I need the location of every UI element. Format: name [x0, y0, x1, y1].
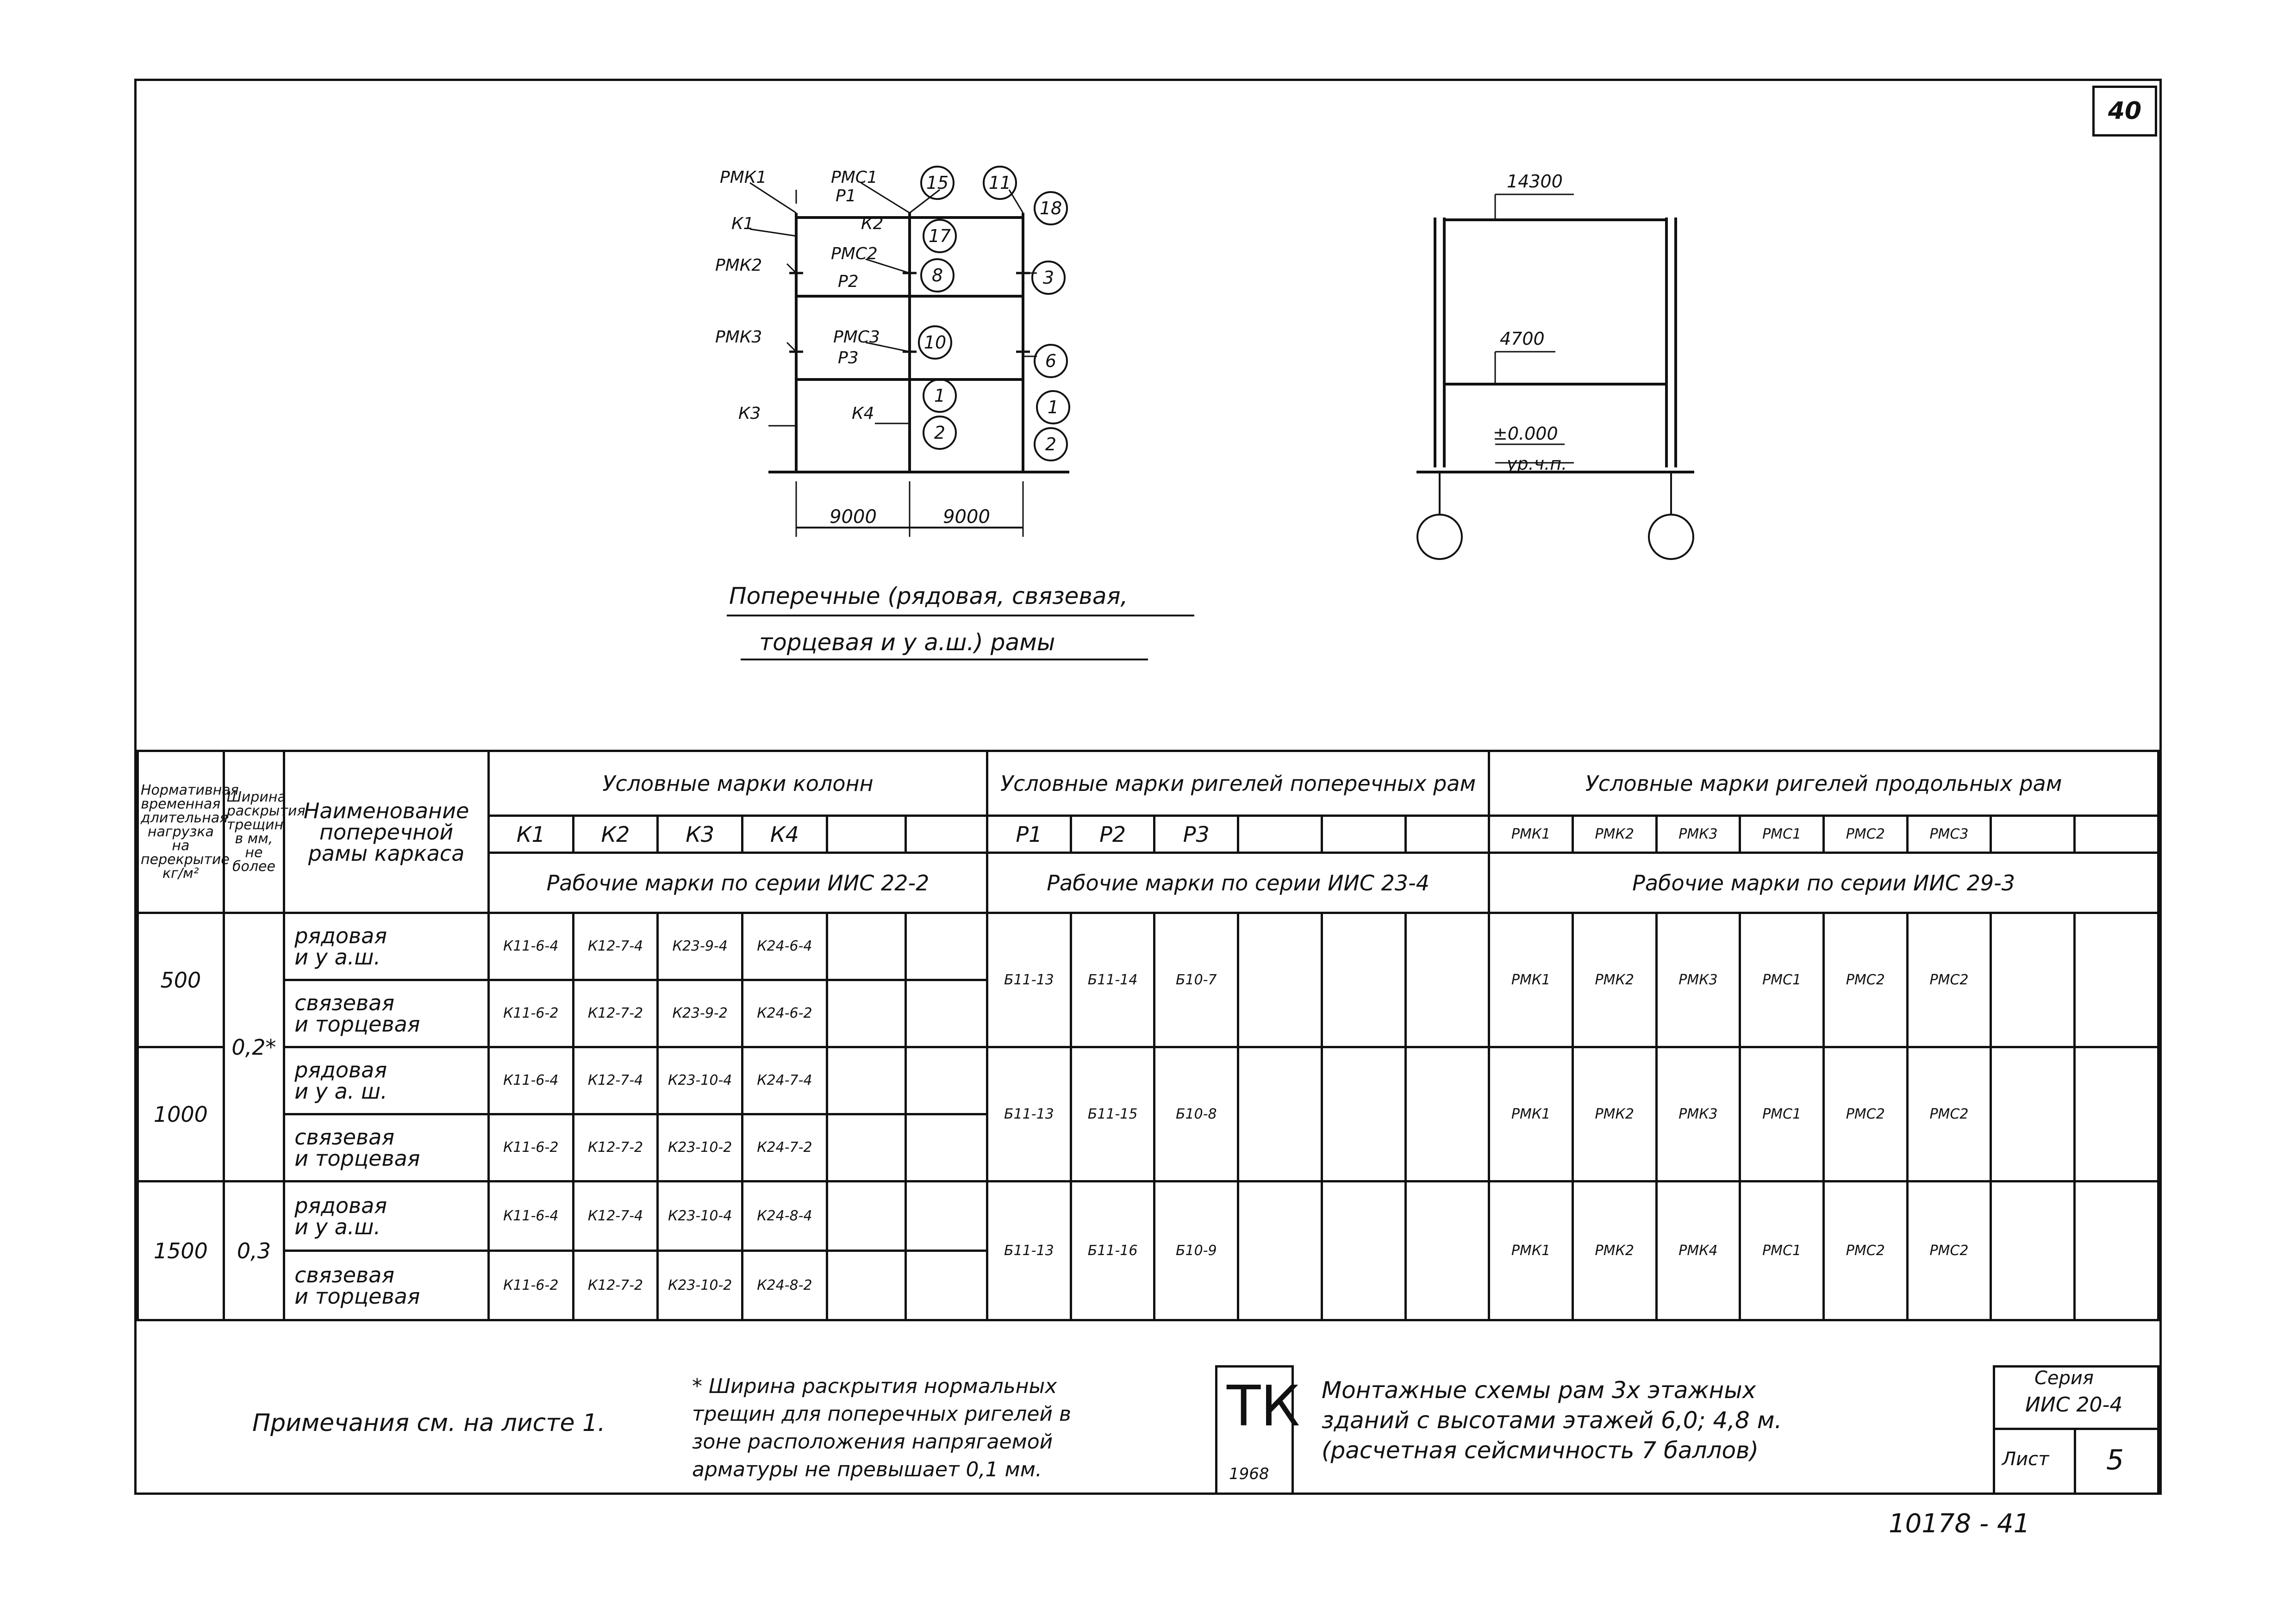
table-cell: РМС1	[1740, 1047, 1824, 1181]
table-cell: РМК4	[1656, 1181, 1740, 1320]
col-work-series: Рабочие марки по серии ИИС 22-2	[488, 853, 987, 913]
label-rms3: РМС3	[833, 328, 880, 347]
long-code-rmk1: РМК1	[1489, 816, 1573, 853]
label-rmk2: РМК2	[715, 256, 762, 275]
footnote-line-2: трещин для поперечных ригелей в	[692, 1402, 1071, 1426]
table-cell: РМК3	[1656, 913, 1740, 1047]
table-cell: РМК2	[1572, 1047, 1656, 1181]
table-cell: К24-8-2	[742, 1251, 827, 1320]
table-cell: Б11-13	[987, 1047, 1071, 1181]
table-cell: РМК1	[1489, 1181, 1573, 1320]
table-cell: К24-7-4	[742, 1047, 827, 1114]
table-cell: РМК3	[1656, 1047, 1740, 1181]
crack-value: 0,3	[224, 1181, 284, 1320]
table-cell: К12-7-2	[573, 1251, 658, 1320]
caption-line-2: торцевая и у а.ш.) рамы	[759, 629, 1055, 656]
circle-6: 6	[1045, 351, 1057, 371]
table-cell: Б11-16	[1071, 1181, 1154, 1320]
table-row	[138, 913, 2159, 980]
table-cell: Б11-15	[1071, 1047, 1154, 1181]
frame-name: рядовая и у а.ш.	[284, 1181, 489, 1251]
frame-name: связевая и торцевая	[284, 980, 489, 1047]
series-label: Серия	[2034, 1368, 2094, 1389]
archive-number: 10178 - 41	[1889, 1509, 2030, 1539]
circle-3: 3	[1042, 267, 1054, 288]
table-cell: К24-8-4	[742, 1181, 827, 1251]
dim-span-2: 9000	[943, 506, 990, 528]
table-cell: Б10-7	[1154, 913, 1238, 1047]
footnote-line-4: арматуры не превышает 0,1 мм.	[692, 1458, 1042, 1481]
table-cell: РМС2	[1907, 1047, 1991, 1181]
frame-diagrams	[0, 0, 2296, 750]
table-cell: К24-7-2	[742, 1114, 827, 1181]
load-value: 1000	[138, 1047, 224, 1181]
header-crack-width: Ширина раскрытия трещин в мм, не более	[224, 751, 284, 913]
circle-15: 15	[926, 173, 949, 193]
table-cell: К12-7-4	[573, 1047, 658, 1114]
circle-labels	[924, 173, 1062, 454]
col-code-k3: К3	[658, 816, 742, 853]
label-k1: К1	[731, 214, 754, 233]
table-cell: РМС1	[1740, 1181, 1824, 1320]
elevation-labels	[1493, 171, 1567, 474]
header-long-marks: Условные марки ригелей продольных рам	[1489, 751, 2159, 816]
label-rmk1: РМК1	[720, 168, 767, 187]
circle-1a: 1	[934, 386, 946, 406]
label-rms1: РМС1	[831, 168, 878, 187]
table-cell: К23-10-4	[658, 1181, 742, 1251]
long-code-rms3: РМС3	[1907, 816, 1991, 853]
table-cell: К23-10-2	[658, 1114, 742, 1181]
series-value: ИИС 20-4	[2025, 1393, 2123, 1417]
circle-1b: 1	[1047, 397, 1059, 417]
header-frame-name: Наименование поперечной рамы каркаса	[284, 751, 489, 913]
circle-2a: 2	[934, 423, 946, 443]
table-cell: РМС2	[1823, 913, 1907, 1047]
label-k2: К2	[861, 214, 884, 233]
table-cell: К12-7-2	[573, 980, 658, 1047]
label-p2: Р2	[838, 272, 859, 291]
elev-top-label: 14300	[1507, 171, 1563, 192]
notes-reference: Примечания см. на листе 1.	[252, 1409, 605, 1437]
header-column-marks: Условные марки колонн	[488, 751, 987, 816]
table-cell: РМК1	[1489, 1047, 1573, 1181]
label-rms2: РМС2	[831, 244, 878, 263]
table-cell: РМС2	[1823, 1181, 1907, 1320]
beam-work-series: Рабочие марки по серии ИИС 23-4	[987, 853, 1489, 913]
frame-name: связевая и торцевая	[284, 1114, 489, 1181]
year: 1968	[1229, 1465, 1269, 1483]
table-cell: К12-7-2	[573, 1114, 658, 1181]
caption-line-1: Поперечные (рядовая, связевая,	[729, 583, 1128, 609]
table-cell: РМК2	[1572, 1181, 1656, 1320]
circle-10: 10	[923, 332, 947, 353]
label-p1: Р1	[836, 187, 856, 205]
table-cell: К23-9-4	[658, 913, 742, 980]
table-cell: Б11-13	[987, 1181, 1071, 1320]
table-cell: РМС1	[1740, 913, 1824, 1047]
table-cell: К11-6-4	[488, 913, 573, 980]
table-cell: Б10-8	[1154, 1047, 1238, 1181]
label-k3: К3	[738, 404, 761, 423]
label-rmk3: РМК3	[715, 328, 762, 347]
table-cell: К23-9-2	[658, 980, 742, 1047]
col-code-k4: К4	[742, 816, 827, 853]
beam-code-p2: Р2	[1071, 816, 1154, 853]
long-code-rmk2: РМК2	[1572, 816, 1656, 853]
elev-mid-label: 4700	[1500, 329, 1545, 349]
table-cell: РМС2	[1907, 913, 1991, 1047]
table-cell: К11-6-2	[488, 1114, 573, 1181]
title-line-3: (расчетная сейсмичность 7 баллов)	[1322, 1437, 1759, 1464]
label-k4: К4	[852, 404, 874, 423]
long-code-rms2: РМС2	[1823, 816, 1907, 853]
table-cell: К12-7-4	[573, 913, 658, 980]
table-row	[138, 1047, 2159, 1114]
dim-span-1: 9000	[830, 506, 877, 528]
load-value: 1500	[138, 1181, 224, 1320]
load-value: 500	[138, 913, 224, 1047]
frame-name: рядовая и у а.ш.	[284, 913, 489, 980]
circle-11: 11	[988, 173, 1011, 193]
circle-17: 17	[928, 226, 951, 246]
elev-zero-label: ±0.000	[1493, 423, 1558, 444]
sheet-value: 5	[2106, 1444, 2124, 1476]
footnote-line-1: * Ширина раскрытия нормальных	[692, 1374, 1057, 1398]
header-load: Нормативная временная длительная нагрузка на перекрытие кг/м²	[138, 751, 224, 913]
circle-18: 18	[1039, 198, 1062, 218]
table-cell: К11-6-2	[488, 980, 573, 1047]
table-cell: Б11-14	[1071, 913, 1154, 1047]
beam-code-p3: Р3	[1154, 816, 1238, 853]
table-cell: К24-6-4	[742, 913, 827, 980]
title-line-2: зданий с высотами этажей 6,0; 4,8 м.	[1322, 1407, 1782, 1434]
table-cell: РМК1	[1489, 913, 1573, 1047]
long-code-rms1: РМС1	[1740, 816, 1824, 853]
diagram-caption	[727, 583, 1194, 659]
logo: ТК	[1227, 1374, 1300, 1439]
beam-code-p1: Р1	[987, 816, 1071, 853]
long-code-rmk3: РМК3	[1656, 816, 1740, 853]
table-cell: К11-6-2	[488, 1251, 573, 1320]
header-beam-marks: Условные марки ригелей поперечных рам	[987, 751, 1489, 816]
table-cell: РМС2	[1907, 1181, 1991, 1320]
label-p3: Р3	[838, 348, 859, 367]
table-cell: Б11-13	[987, 913, 1071, 1047]
table-cell: К24-6-2	[742, 980, 827, 1047]
footnote-line-3: зоне расположения напрягаемой	[692, 1430, 1053, 1454]
elev-ground-label: ур.ч.п.	[1507, 454, 1567, 474]
table-cell: Б10-9	[1154, 1181, 1238, 1320]
title-line-1: Монтажные схемы рам 3х этажных	[1322, 1377, 1756, 1404]
title-block	[137, 1365, 2159, 1495]
table-row	[138, 1181, 2159, 1251]
table-cell: К23-10-4	[658, 1047, 742, 1114]
table-cell: К11-6-4	[488, 1047, 573, 1114]
table-cell: К23-10-2	[658, 1251, 742, 1320]
specification-table	[137, 750, 2159, 1321]
circle-8: 8	[931, 265, 943, 286]
table-cell: К12-7-4	[573, 1181, 658, 1251]
crack-value: 0,2*	[224, 913, 284, 1181]
elevation-frame-diagram	[1416, 218, 1694, 559]
page-number: 40	[2092, 86, 2157, 137]
long-work-series: Рабочие марки по серии ИИС 29-3	[1489, 853, 2159, 913]
frame-name: связевая и торцевая	[284, 1251, 489, 1320]
sheet-label: Лист	[2002, 1449, 2049, 1470]
table-cell: К11-6-4	[488, 1181, 573, 1251]
circle-2b: 2	[1045, 434, 1057, 454]
transverse-frame-diagram	[750, 183, 1069, 537]
table-cell: РМК2	[1572, 913, 1656, 1047]
frame-name: рядовая и у а. ш.	[284, 1047, 489, 1114]
col-code-k2: К2	[573, 816, 658, 853]
col-code-k1: К1	[488, 816, 573, 853]
table-cell: РМС2	[1823, 1047, 1907, 1181]
